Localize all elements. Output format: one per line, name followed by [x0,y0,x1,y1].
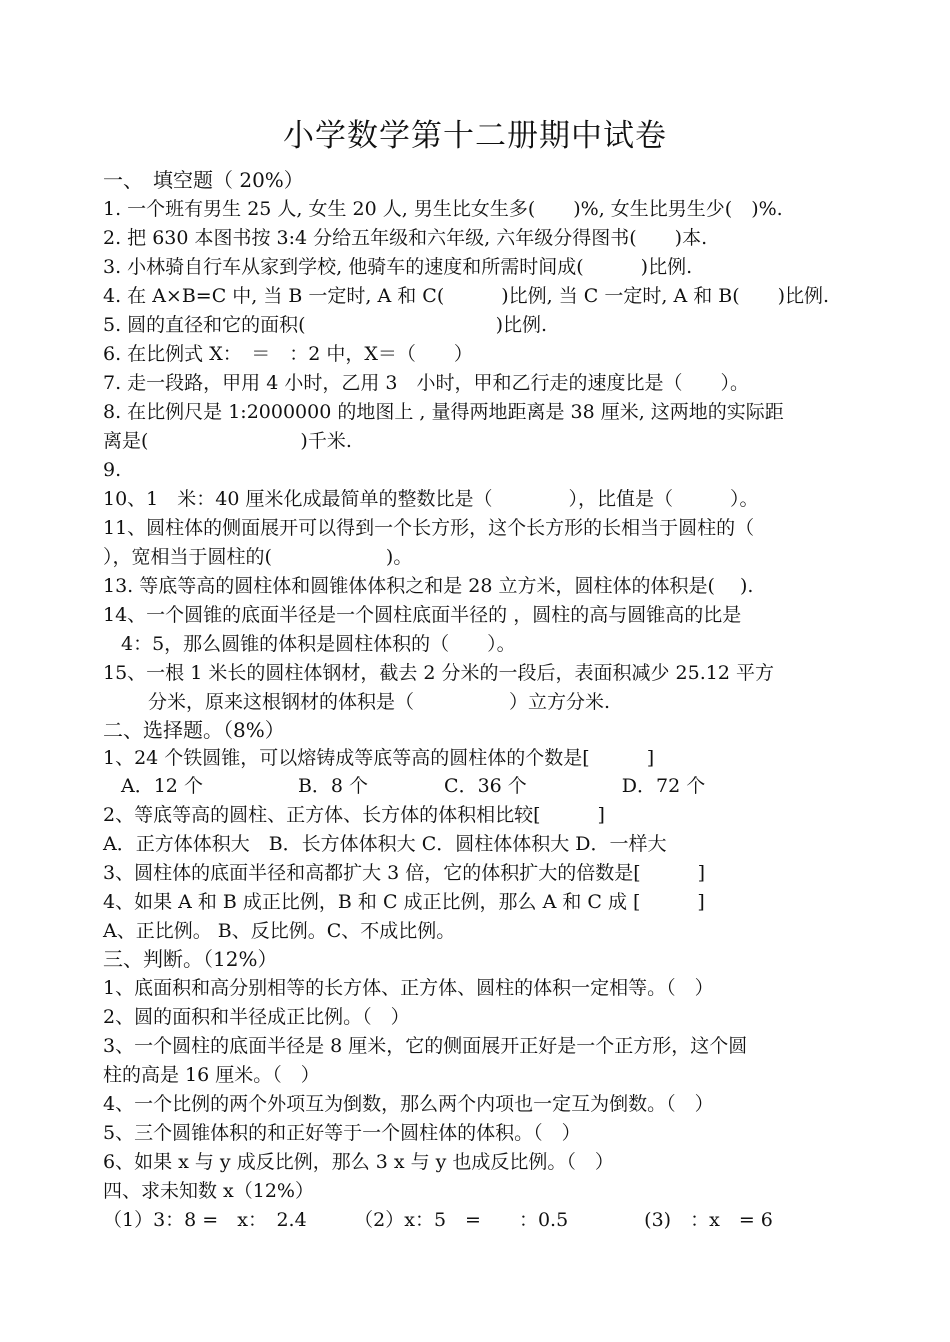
question-line: 离是( )千米. [103,430,352,452]
question-line: 4：5，那么圆锥的体积是圆柱体积的（ ）。 [121,633,516,655]
page-title: 小学数学第十二册期中试卷 [283,118,667,154]
question-line: 1. 一个班有男生 25 人, 女生 20 人, 男生比女生多( )%, 女生比男生少( )%. [103,198,783,220]
question-line: 15、一根 1 米长的圆柱体钢材，截去 2 分米的一段后，表面积减少 25.12 平方 [103,662,774,684]
choice-options: A．正方体体积大 B．长方体体积大 C．圆柱体体积大 D．一样大 [103,833,667,855]
question-line: 13. 等底等高的圆柱体和圆锥体体积之和是 28 立方米，圆柱体的体积是( ). [103,575,754,597]
choice-options: A、正比例。 B、反比例。C、不成比例。 [103,920,456,942]
question-line: 5. 圆的直径和它的面积( )比例. [103,314,548,336]
section-heading-true-false: 三、判断。（12%） [103,947,278,971]
question-line: 9. [103,459,122,481]
question-line: 11、圆柱体的侧面展开可以得到一个长方形，这个长方形的长相当于圆柱的（ [103,517,755,539]
question-line: 8. 在比例尺是 1:2000000 的地图上 , 量得两地距离是 38 厘米, 这两地的实际距 [103,401,784,423]
equation-line: （1）3：8 = x： 2.4 （2）x：5 = ：0.5 (3) ：x = 6 [103,1209,773,1231]
question-line: 3、一个圆柱的底面半径是 8 厘米，它的侧面展开正好是一个正方形，这个圆 [103,1035,748,1057]
question-line: 1、24 个铁圆锥，可以熔铸成等底等高的圆柱体的个数是[ ] [103,747,655,769]
question-line: 柱的高是 16 厘米。（ ） [103,1064,320,1086]
question-line: 10、1 米：40 厘米化成最简单的整数比是（ ），比值是（ ）。 [103,488,759,510]
question-line: 14、一个圆锥的底面半径是一个圆柱底面半径的 ，圆柱的高与圆锥高的比是 [103,604,742,626]
question-line: 2、等底等高的圆柱、正方体、长方体的体积相比较[ ] [103,804,605,826]
question-line: 5、三个圆锥体积的和正好等于一个圆柱体的体积。（ ） [103,1122,581,1144]
question-line: 3、圆柱体的底面半径和高都扩大 3 倍，它的体积扩大的倍数是[ ] [103,862,706,884]
question-line: 2. 把 630 本图书按 3:4 分给五年级和六年级, 六年级分得图书( )本. [103,227,708,249]
section-heading-solve-x: 四、求未知数 x（12%） [103,1180,314,1202]
question-line: 3. 小林骑自行车从家到学校, 他骑车的速度和所需时间成( )比例. [103,256,693,278]
question-line: 4、一个比例的两个外项互为倒数，那么两个内项也一定互为倒数。（ ） [103,1093,714,1115]
section-heading-fill-blank: 一、 填空题（ 20%） [103,168,304,192]
question-line: 2、圆的面积和半径成正比例。（ ） [103,1006,410,1028]
question-line: 4. 在 A×B=C 中, 当 B 一定时, A 和 C( )比例, 当 C 一定时, A 和 B( )比例. [103,285,830,307]
question-line: 4、如果 A 和 B 成正比例，B 和 C 成正比例，那么 A 和 C 成 [ ] [103,891,705,913]
choice-options: A．12 个 B．8 个 C．36 个 D．72 个 [121,775,706,797]
section-heading-multiple-choice: 二、选择题。（8%） [103,718,285,742]
question-line: 6、如果 x 与 y 成反比例，那么 3 x 与 y 也成反比例。（ ） [103,1151,614,1173]
question-line: ），宽相当于圆柱的( )。 [103,546,413,568]
question-line: 6. 在比例式 X： ＝ ：2 中，X＝（ ） [103,343,473,365]
question-line: 1、底面积和高分别相等的长方体、正方体、圆柱的体积一定相等。（ ） [103,977,714,999]
question-line: 分米，原来这根钢材的体积是（ ）立方分米. [148,691,611,713]
question-line: 7. 走一段路，甲用 4 小时，乙用 3 小时，甲和乙行走的速度比是（ ）。 [103,372,749,394]
